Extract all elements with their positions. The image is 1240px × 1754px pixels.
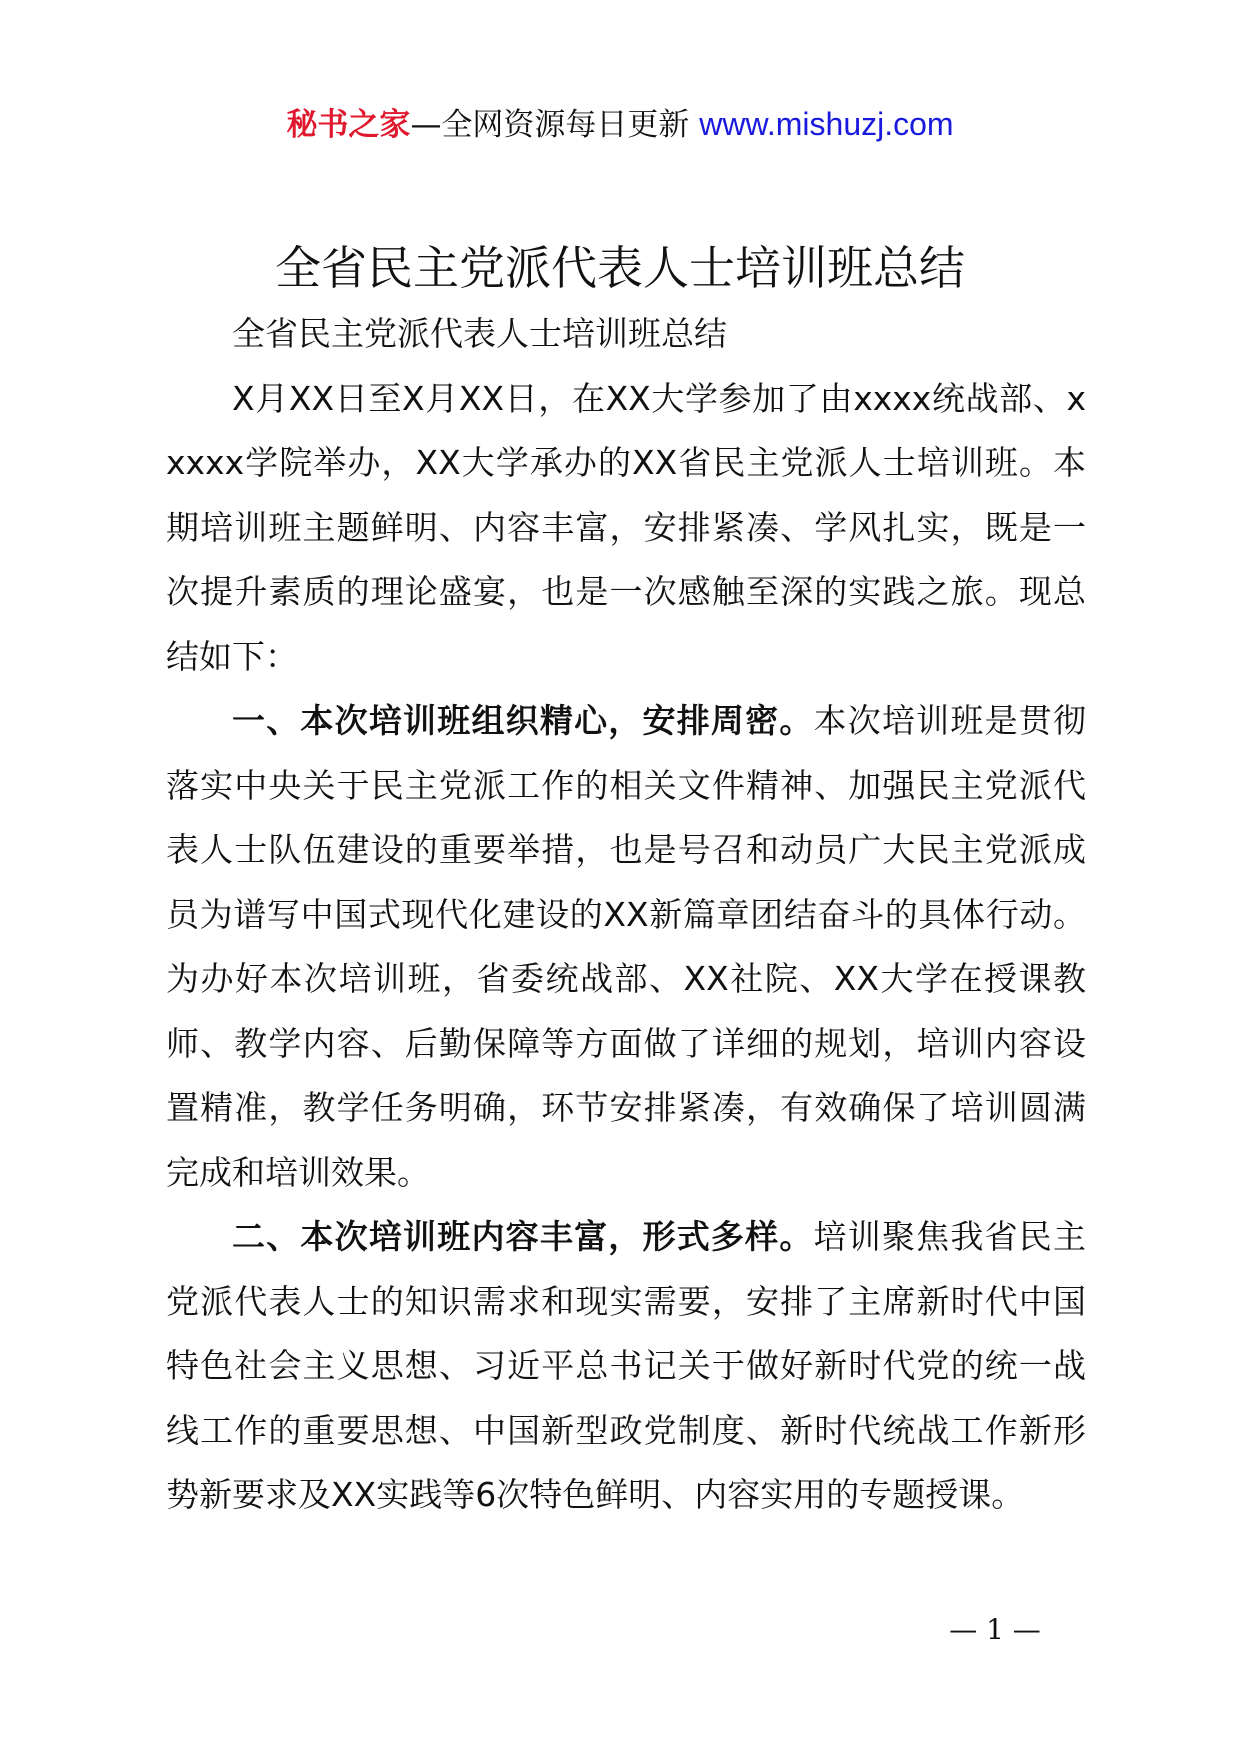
section-one-body: 本次培训班是贯彻落实中央关于民主党派工作的相关文件精神、加强民主党派代表人士队伍建设的重要举措，也是号召和动员广大民主党派成员为谱写中国式现代化建设的XX新篇章团结奋斗的具体行动。为办好本次培训班，省委统战部、XX社院、XX大学在授课教师、教学内容、后勤保障等方面做了详细的规划，培训内容设置精准，教学任务明确，环节安排紧凑，有效确保了培训圆满完成和培训效果。 — [166, 701, 1087, 1192]
section-two-paragraph — [166, 1205, 1086, 1528]
section-one-heading: 一、本次培训班组织精心，安排周密。 — [232, 701, 814, 740]
brand-name: 秘书之家 — [286, 107, 411, 143]
document-body — [166, 302, 1086, 1528]
page-number: — 1 — — [949, 1613, 1041, 1646]
site-header — [0, 98, 1240, 151]
intro-paragraph: X月XX日至X月XX日，在XX大学参加了由xxxx统战部、xxxxx学院举办，XX大学承办的XX省民主党派人士培训班。本期培训班主题鲜明、内容丰富，安排紧凑、学风扎实，既是一次提升素质的理论盛宴，也是一次感触至深的实践之旅。现总结如下： — [166, 378, 1086, 676]
section-one-paragraph — [166, 689, 1086, 1205]
document-subtitle: 全省民主党派代表人士培训班总结 — [232, 314, 727, 353]
header-tagline: —全网资源每日更新 — [410, 107, 700, 143]
site-url-link[interactable]: www.mishuzj.com — [699, 106, 954, 142]
document-title: 全省民主党派代表人士培训班总结 — [275, 241, 965, 295]
section-two-body: 培训聚焦我省民主党派代表人士的知识需求和现实需要，安排了主席新时代中国特色社会主义思想、习近平总书记关于做好新时代党的统一战线工作的重要思想、中国新型政党制度、新时代统战工作新形势新要求及XX实践等6次特色鲜明、内容实用的专题授课。 — [166, 1217, 1087, 1514]
section-two-heading: 二、本次培训班内容丰富，形式多样。 — [232, 1217, 814, 1256]
